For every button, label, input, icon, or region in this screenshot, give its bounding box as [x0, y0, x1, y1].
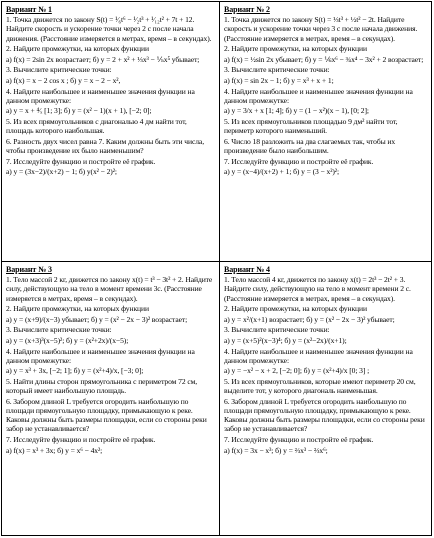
variant-2-line: 5. Из всех прямоугольников площадью 9 дм² найти тот, периметр которого наименьший.: [224, 116, 398, 136]
variant-1-line: 1. Точка движется по закону S(t) = ¹⁄₆t⁶ − ¹⁄₂t³ + ¹⁄₁₂t² + 7t + 12. Найдите скорость и ускорение точки через 2 с после начала движения. (Расстояние измеряется в метрах, время – в секундах).: [6, 15, 212, 43]
column-divider: [219, 2, 220, 535]
variant-1-line: 5. Из всех прямоугольников с диагональю 4 дм найти тот, площадь которого наибольшая.: [6, 116, 187, 136]
variant-4-title: Вариант № 4: [224, 265, 270, 274]
variant-1-line: a) y = x + ⁴⁄ₓ [1; 3]; б) y = (x² − 1)(x + 1), [−2; 0];: [6, 106, 152, 116]
variant-2-line: a) y = (x−4)/(x+2) + 1; б) y = (3 − x²)²;: [224, 167, 339, 177]
variant-4-line: 3. Вычислите критические точки:: [224, 325, 330, 335]
variant-2-line: 6. Число 18 разложить на два слагаемых так, чтобы их произведение было наибольшим.: [224, 136, 396, 155]
variant-3-line: a) y = (x+9)/(x−3) убывает; б) y = (x² − 2x − 3)² возрастает;: [6, 314, 188, 324]
variant-1-line: a) f(x) = x − 2 cos x ; б) y = x − 2 − x²,: [6, 75, 121, 85]
variant-4-line: 5. Из всех прямоугольников, которые имеют периметр 20 см, выделите тот, у которого диагональ наименьшая.: [224, 376, 416, 396]
variant-4-line: 7. Исследуйте функцию и постройте её график.: [224, 434, 374, 444]
variant-3-line: a) y = (x+3)³(x−5)²; б) y = (x²+2x)/(x−5);: [6, 335, 129, 345]
variant-1-line: a) y = (3x−2)/(x+2) − 1; б) y(x² − 2)²;: [6, 167, 117, 177]
variant-1-line: 6. Разность двух чисел равна 7. Каким должны быть эти числа, чтобы произведение их было наименьшим?: [6, 136, 205, 155]
variant-2-line: 3. Вычислите критические точки:: [224, 65, 330, 75]
variant-2-line: a) f(x) = ½sin 2x убывает; б) y = ⅙x⁶ − ¾x⁴ − 3x² + 2 возрастает;: [224, 54, 424, 64]
variant-3-line: 4. Найдите наибольшее и наименьшее значения функции на данном промежутке:: [6, 346, 195, 365]
variant-1-cell: [6, 5, 215, 259]
variant-3-title: Вариант № 3: [6, 265, 52, 274]
variant-1-line: 4. Найдите наибольшее и наименьшее значения функции на данном промежутке:: [6, 86, 195, 105]
variant-4-line: a) f(x) = 3x − x³; б) y = ⅔x³ − ⅔x⁶;: [224, 445, 328, 455]
variant-3-line: 1. Тело массой 2 кг, движется по закону x(t) = t³ − 3t² + 2. Найдите силу, действующую на тело в момент времени 3с. (Расстояние измеряется в метрах, время – в секундах).: [6, 275, 213, 303]
variant-2-title: Вариант № 2: [224, 5, 270, 14]
variant-4-line: 1. Тело массой 4 кг, движется по закону x(t) = 2t³ − 2t² + 3. Найдите силу, действующую на тело в момент времени 2 с. (Расстояние измеряется в метрах, время – в секундах).: [224, 275, 411, 303]
variant-4-line: a) y = −x² − x + 2, [−2; 0]; б) y = (x²+4)/x [0; 3] ;: [224, 366, 370, 376]
variant-4-line: 2. Найдите промежутки, на которых функции: [224, 304, 367, 314]
variant-2-cell: [224, 5, 429, 259]
variant-1-line: a) f(x) = 2sin 2x возрастает; б) y = 2 + x² + ⅓x³ − ⅕x⁵ убывает;: [6, 54, 200, 64]
variant-4-line: a) y = x²/(x+1) возрастает; б) y = (x² − 2x − 3)² убывает;: [224, 314, 395, 324]
variant-2-line: 1. Точка движется по закону S(t) = ⅓t³ + ½t² − 2t. Найдите скорость и ускорение точки через 3 с после начала движения. (Расстояние измеряется в метрах, время – в секундах).: [224, 15, 418, 43]
variant-1-line: 7. Исследуйте функцию и постройте её график.: [6, 156, 156, 166]
variant-4-cell: [224, 265, 429, 533]
variant-3-line: 5. Найти длины сторон прямоугольника с периметром 72 см, который имеет наибольшую площадь.: [6, 376, 198, 396]
variants-table: [1, 1, 432, 536]
variant-2-line: a) f(x) = sin 2x − 1; б) y = x³ + x + 1;: [224, 75, 334, 85]
variant-2-line: 4. Найдите наибольшее и наименьшее значения функции на данном промежутке:: [224, 86, 413, 105]
variant-2-line: 2. Найдите промежутки, на которых функции: [224, 44, 367, 54]
variant-1-line: 2. Найдите промежутки, на которых функции: [6, 44, 149, 54]
variant-2-line: 7. Исследуйте функцию и постройте её график.: [224, 156, 374, 166]
variant-4-line: 6. Забором длиной L требуется огородить наибольшую по площади прямоугольную площадку, примыкающую к реке. Каковы должны быть размеры площадки, если со стороны реки забор не устанавливается?: [224, 396, 425, 434]
variant-4-line: a) y = (x+5)²(x−3)⁴; б) y = (x²−2x)/(x+1);: [224, 335, 347, 345]
variant-3-line: 7. Исследуйте функцию и постройте её график.: [6, 434, 156, 444]
variant-4-line: 4. Найдите наибольшее и наименьшее значения функции на данном промежутке:: [224, 346, 413, 365]
variant-1-line: 3. Вычислите критические точки:: [6, 65, 112, 75]
variant-3-line: a) y = x³ + 3x, [−2; 1]; б) y = (x²+4)/x, [−3; 0];: [6, 366, 144, 376]
variant-2-line: a) y = 3/x + x [1; 4]; б) y = (1 − x²)(x − 1), [0; 2];: [224, 106, 369, 116]
variant-3-line: 6. Забором длиной L требуется огородить наибольшую по площади прямоугольную площадку, примыкающую к реке. Каковы должны быть размеры площадки, если со стороны реки забор не устанавливается?: [6, 396, 207, 434]
variant-3-line: a) f(x) = x³ + 3x; б) y = x⁶ − 4x²;: [6, 445, 103, 455]
row-divider: [2, 261, 431, 262]
variant-3-cell: [6, 265, 215, 533]
variant-1-title: Вариант № 1: [6, 5, 52, 14]
variant-3-line: 3. Вычислите критические точки:: [6, 325, 112, 335]
variant-3-line: 2. Найдите промежутки, на которых функции: [6, 304, 149, 314]
